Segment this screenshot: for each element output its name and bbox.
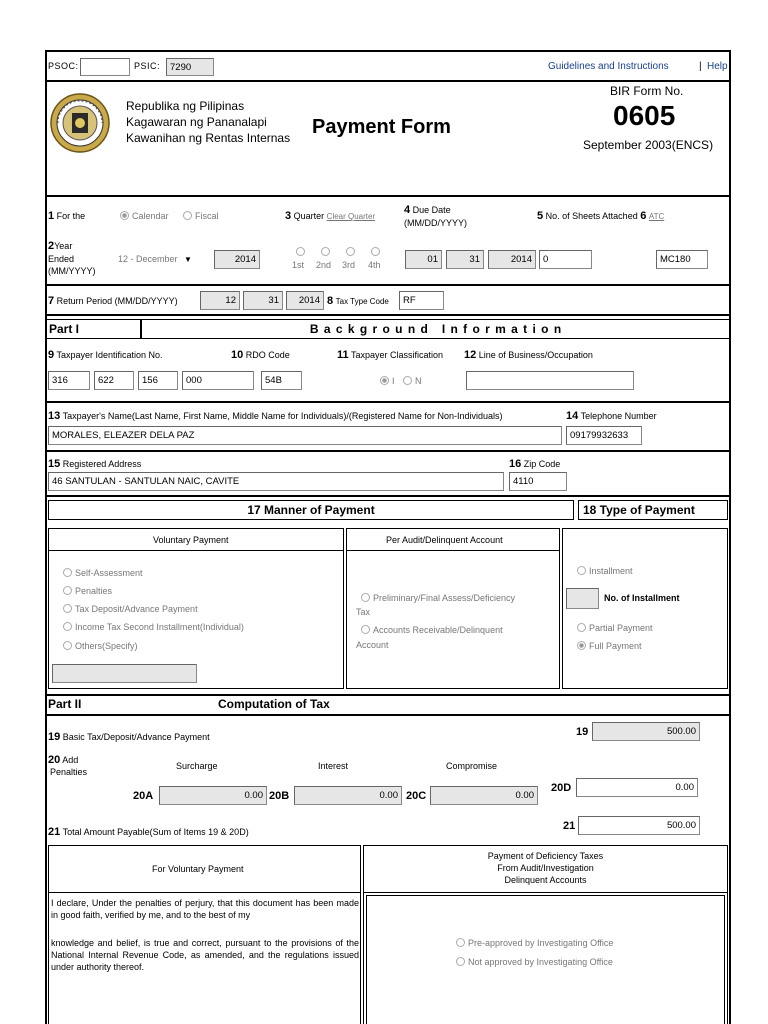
compromise-label: Compromise <box>446 761 498 771</box>
others-label: Others(Specify) <box>75 641 138 651</box>
quarter-options <box>290 247 390 273</box>
item5-label: No. of Sheets Attached <box>545 211 638 221</box>
item19-label: Basic Tax/Deposit/Advance Payment <box>62 732 210 742</box>
item14-label: Telephone Number <box>580 411 657 421</box>
installment-option[interactable] <box>577 566 633 576</box>
item20d-label: 20D <box>551 782 572 794</box>
not-approved-radio[interactable] <box>456 957 465 966</box>
month-select[interactable] <box>118 254 192 264</box>
compromise-field[interactable]: 0.00 <box>430 786 538 805</box>
tax-type-code-field[interactable]: RF <box>399 291 444 310</box>
preliminary-assessment-label: Preliminary/Final Assess/Deficiency <box>373 593 516 603</box>
tin-part1[interactable]: 316 <box>48 371 90 390</box>
guidelines-link[interactable]: Guidelines and Instructions <box>548 61 669 72</box>
form-no-label: BIR Form No. <box>610 84 684 98</box>
zip-code-field[interactable]: 4110 <box>509 472 567 491</box>
deficiency-line1: Payment of Deficiency Taxes <box>487 851 604 861</box>
item8-label: Tax Type Code <box>335 297 389 306</box>
income-tax-radio[interactable] <box>63 622 72 631</box>
tin-part2[interactable]: 622 <box>94 371 134 390</box>
psoc-field[interactable] <box>80 58 130 76</box>
self-assessment-option[interactable] <box>63 568 143 578</box>
agency-line3: Kawanihan ng Rentas Internas <box>126 131 291 145</box>
full-payment-label: Full Payment <box>589 641 642 651</box>
voluntary-payment-title: Voluntary Payment <box>153 535 229 545</box>
audit-payment-box <box>346 528 560 689</box>
classification-i-option[interactable] <box>380 376 395 386</box>
full-payment-option[interactable] <box>577 641 642 651</box>
item20-num: 20 <box>48 754 61 766</box>
rdo-code-field[interactable]: 54B <box>261 371 302 390</box>
installment-label: Installment <box>589 566 633 576</box>
item4-num: 4 <box>404 204 411 216</box>
item12-label: Line of Business/Occupation <box>478 350 593 360</box>
registered-address-field[interactable]: 46 SANTULAN - SANTULAN NAIC, CAVITE <box>48 472 504 491</box>
agency-line1: Republika ng Pilipinas <box>126 99 245 113</box>
full-payment-radio[interactable] <box>577 641 586 650</box>
preapproved-option[interactable] <box>456 938 613 948</box>
self-assessment-label: Self-Assessment <box>75 568 143 578</box>
item1-fiscal-option[interactable] <box>183 211 219 221</box>
accounts-receivable-radio[interactable] <box>361 625 370 634</box>
q1-radio[interactable] <box>296 247 305 256</box>
month-select-value: 12 - December <box>118 254 178 264</box>
item16-num: 16 <box>509 458 522 470</box>
item11-num: 11 <box>337 349 349 361</box>
item1-label: For the <box>56 211 86 221</box>
part2-label: Part II <box>48 697 82 711</box>
deficiency-title <box>363 850 728 886</box>
item8-label-group <box>327 295 389 307</box>
q1-label: 1st <box>292 260 305 270</box>
item3-num: 3 <box>285 210 292 222</box>
item10-label: RDO Code <box>245 350 290 360</box>
tin-part3[interactable]: 156 <box>138 371 178 390</box>
item2-label-a-group <box>48 240 72 252</box>
calendar-radio[interactable] <box>120 211 129 220</box>
item2-label-b: Ended <box>48 254 75 264</box>
classification-i-radio[interactable] <box>380 376 389 385</box>
row-divider-2 <box>45 314 731 316</box>
type-of-payment-title: 18 Type of Payment <box>578 500 728 520</box>
item21-num: 21 <box>48 826 61 838</box>
others-radio[interactable] <box>63 641 72 650</box>
interest-label: Interest <box>318 761 349 771</box>
fiscal-label: Fiscal <box>195 211 219 221</box>
accounts-receivable-option[interactable] <box>361 625 503 635</box>
item16-label-group <box>509 458 560 470</box>
item12-label-group <box>464 349 593 361</box>
item20-label-a: Add <box>62 755 79 765</box>
header-divider <box>45 80 731 82</box>
installment-number-label: No. of Installment <box>604 593 680 603</box>
classification-i-label: I <box>392 376 395 386</box>
interest-field[interactable]: 0.00 <box>294 786 402 805</box>
line-of-business-field[interactable] <box>466 371 634 390</box>
item3-label: Quarter <box>293 211 325 221</box>
partial-payment-label: Partial Payment <box>589 623 653 633</box>
preapproved-label: Pre-approved by Investigating Office <box>468 938 614 948</box>
item7-label-group <box>48 295 178 307</box>
item7-num: 7 <box>48 295 55 307</box>
item11-label-group <box>337 349 443 361</box>
classification-n-option[interactable] <box>403 376 422 386</box>
item20a-label: 20A <box>133 790 154 802</box>
item1-num: 1 <box>48 210 55 222</box>
due-date-yyyy[interactable]: 2014 <box>488 250 536 269</box>
others-specify-field[interactable] <box>52 664 197 683</box>
q2-radio[interactable] <box>321 247 330 256</box>
item20-label-group <box>48 754 78 766</box>
penalties-label: Penalties <box>75 586 113 596</box>
tax-deposit-option[interactable] <box>63 604 198 614</box>
q4-label: 4th <box>368 260 381 270</box>
item15-label-group <box>48 458 141 470</box>
taxpayer-name-field[interactable]: MORALES, ELEAZER DELA PAZ <box>48 426 562 445</box>
item19-num: 19 <box>48 731 61 743</box>
for-voluntary-payment-title: For Voluntary Payment <box>152 864 244 874</box>
item14-label-group <box>566 410 657 422</box>
item9-label: Taxpayer Identification No. <box>56 350 163 360</box>
part1-label: Part I <box>45 319 141 339</box>
telephone-field[interactable]: 09179932633 <box>566 426 642 445</box>
classification-n-radio[interactable] <box>403 376 412 385</box>
return-period-dd[interactable]: 31 <box>243 291 283 310</box>
preliminary-assessment-option[interactable] <box>361 593 515 603</box>
row-divider-5 <box>45 495 731 497</box>
item2-num: 2 <box>48 240 55 252</box>
item5-num: 5 <box>537 210 544 222</box>
accounts-receivable-label-b: Account <box>356 640 389 650</box>
classification-n-label: N <box>415 376 422 386</box>
not-approved-option[interactable] <box>456 957 613 967</box>
item19-num-right: 19 <box>576 726 589 738</box>
dropdown-arrow-icon: ▼ <box>184 255 192 264</box>
item20c-label: 20C <box>406 790 427 802</box>
penalties-option[interactable] <box>63 586 112 596</box>
item15-num: 15 <box>48 458 61 470</box>
psic-label: PSIC: <box>134 61 161 71</box>
item1-calendar-option[interactable] <box>120 211 169 221</box>
form-version: September 2003(ENCS) <box>583 138 714 152</box>
item9-label-group <box>48 349 163 361</box>
help-link[interactable]: Help <box>707 61 728 72</box>
atc-field[interactable]: MC180 <box>656 250 708 269</box>
item2-label-c: (MM/YYYY) <box>48 266 96 276</box>
return-period-yyyy[interactable]: 2014 <box>286 291 324 310</box>
part1-title: B a c k g r o u n d I n f o r m a t i o n <box>141 319 731 339</box>
surcharge-label: Surcharge <box>176 761 218 771</box>
item15-label: Registered Address <box>62 459 142 469</box>
year-field[interactable]: 2014 <box>214 250 260 269</box>
calendar-label: Calendar <box>132 211 169 221</box>
bir-seal-icon <box>50 93 110 153</box>
sheets-attached-field[interactable]: 0 <box>539 250 592 269</box>
manner-of-payment-title: 17 Manner of Payment <box>48 500 574 520</box>
item4-label-b: (MM/DD/YYYY) <box>404 218 467 228</box>
agency-line2: Kagawaran ng Pananalapi <box>126 115 267 129</box>
q3-radio[interactable] <box>346 247 355 256</box>
item10-label-group <box>231 349 290 361</box>
row-divider-3 <box>45 401 731 403</box>
item11-label: Taxpayer Classification <box>350 350 444 360</box>
item9-num: 9 <box>48 349 55 361</box>
tax-deposit-radio[interactable] <box>63 604 72 613</box>
clear-quarter-link[interactable]: Clear Quarter <box>326 212 376 221</box>
deficiency-line3: Delinquent Accounts <box>504 875 587 885</box>
row-divider-7 <box>45 714 731 716</box>
item19-label-group <box>48 731 210 743</box>
preapproved-radio[interactable] <box>456 938 465 947</box>
psic-field[interactable]: 7290 <box>166 58 214 76</box>
item16-label: Zip Code <box>523 459 561 469</box>
fiscal-radio[interactable] <box>183 211 192 220</box>
due-date-dd[interactable]: 31 <box>446 250 484 269</box>
title-divider <box>45 195 731 197</box>
form-number: 0605 <box>613 100 676 131</box>
item13-num: 13 <box>48 410 61 422</box>
item6-num: 6 <box>640 210 647 222</box>
total-amount-payable-field[interactable]: 500.00 <box>578 816 700 835</box>
item21-num-right: 21 <box>563 820 576 832</box>
item20b-label: 20B <box>269 790 290 802</box>
item14-num: 14 <box>566 410 579 422</box>
item2-label-a: Year <box>54 241 73 251</box>
item1-label-group <box>48 210 85 222</box>
basic-tax-field[interactable]: 500.00 <box>592 722 700 741</box>
item10-num: 10 <box>231 349 244 361</box>
item12-num: 12 <box>464 349 477 361</box>
due-date-mm[interactable]: 01 <box>405 250 442 269</box>
psoc-label: PSOC: <box>48 61 79 71</box>
surcharge-field[interactable]: 0.00 <box>159 786 267 805</box>
not-approved-label: Not approved by Investigating Office <box>468 957 613 967</box>
row-divider-1 <box>45 284 731 286</box>
item20-label-b: Penalties <box>50 767 88 777</box>
item7-label: Return Period (MM/DD/YYYY) <box>56 296 178 306</box>
item8-num: 8 <box>327 295 334 307</box>
income-tax-option[interactable] <box>63 622 244 632</box>
row-divider-6 <box>45 694 731 696</box>
declaration-text-2: knowledge and belief, is true and correct, pursuant to the provisions of the National Internal Revenue Code, as amended, and the regulations issued under authority thereof. <box>51 938 359 972</box>
partial-payment-option[interactable] <box>577 623 653 633</box>
total-penalties-field[interactable]: 0.00 <box>576 778 698 797</box>
item21-label: Total Amount Payable(Sum of Items 19 & 20D) <box>62 827 249 837</box>
income-tax-label: Income Tax Second Installment(Individual) <box>75 622 244 632</box>
self-assessment-radio[interactable] <box>63 568 72 577</box>
audit-payment-title: Per Audit/Delinquent Account <box>386 535 503 545</box>
q2-label: 2nd <box>316 260 332 270</box>
header-separator: | <box>699 61 702 72</box>
item13-label: Taxpayer's Name(Last Name, First Name, Middle Name for Individuals)/(Registered Name for Non-Individuals) <box>62 411 503 421</box>
preliminary-assessment-label-b: Tax <box>356 607 371 617</box>
accounts-receivable-label: Accounts Receivable/Delinquent <box>373 625 503 635</box>
item5-6-label-group <box>537 210 664 222</box>
item4-label-group <box>404 204 451 216</box>
deficiency-line2: From Audit/Investigation <box>497 863 594 873</box>
preliminary-assessment-radio[interactable] <box>361 593 370 602</box>
part2-title: Computation of Tax <box>218 697 330 711</box>
tax-deposit-label: Tax Deposit/Advance Payment <box>75 604 198 614</box>
item21-label-group <box>48 826 249 838</box>
others-option[interactable] <box>63 641 138 651</box>
q4-radio[interactable] <box>371 247 380 256</box>
atc-link[interactable]: ATC <box>648 212 665 221</box>
return-period-mm[interactable]: 12 <box>200 291 240 310</box>
item13-label-group <box>48 410 502 422</box>
partial-payment-radio[interactable] <box>577 623 586 632</box>
form-title: Payment Form <box>312 116 451 138</box>
item3-label-group <box>285 210 375 222</box>
installment-radio[interactable] <box>577 566 586 575</box>
item4-label-a: Due Date <box>412 205 451 215</box>
tin-part4[interactable]: 000 <box>182 371 254 390</box>
q3-label: 3rd <box>342 260 356 270</box>
declaration-text-1: I declare, Under the penalties of perjury, that this document has been made in good faith, verified by me, and to the best of my <box>51 898 359 920</box>
installment-number-field[interactable] <box>566 588 599 609</box>
penalties-radio[interactable] <box>63 586 72 595</box>
row-divider-4 <box>45 450 731 452</box>
